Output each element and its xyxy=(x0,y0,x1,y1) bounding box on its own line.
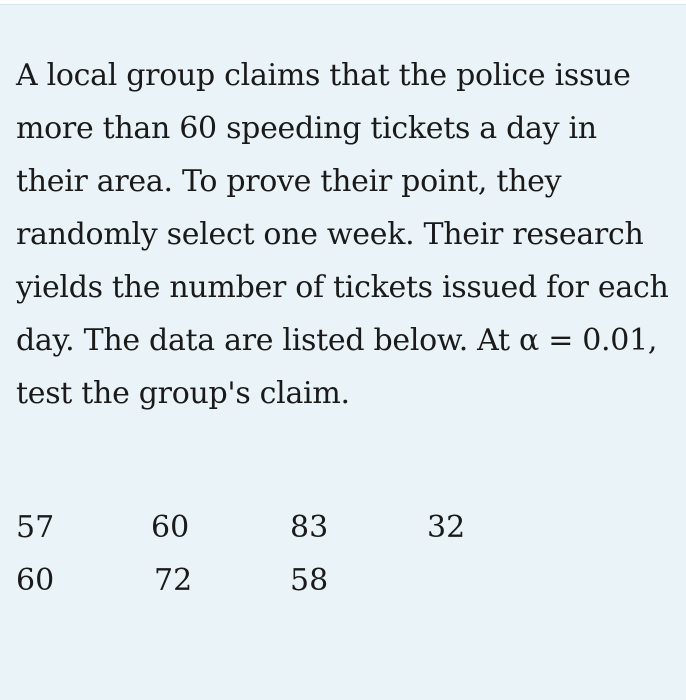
data-value: 58 xyxy=(290,563,329,598)
question-text: A local group claims that the police issue more than 60 speeding tickets a day in their area. To prove their point, they randomly select one week. Their research yields the number of tickets issued for each day. The data are listed below. At α = 0.01, test the group's claim. xyxy=(16,58,669,411)
data-value: 83 xyxy=(290,510,329,545)
data-value: 32 xyxy=(427,510,466,545)
data-value: 72 xyxy=(154,563,193,598)
question-panel xyxy=(0,4,686,700)
data-value: 60 xyxy=(151,510,190,545)
data-value: 57 xyxy=(16,510,55,545)
data-value: 60 xyxy=(16,563,55,598)
